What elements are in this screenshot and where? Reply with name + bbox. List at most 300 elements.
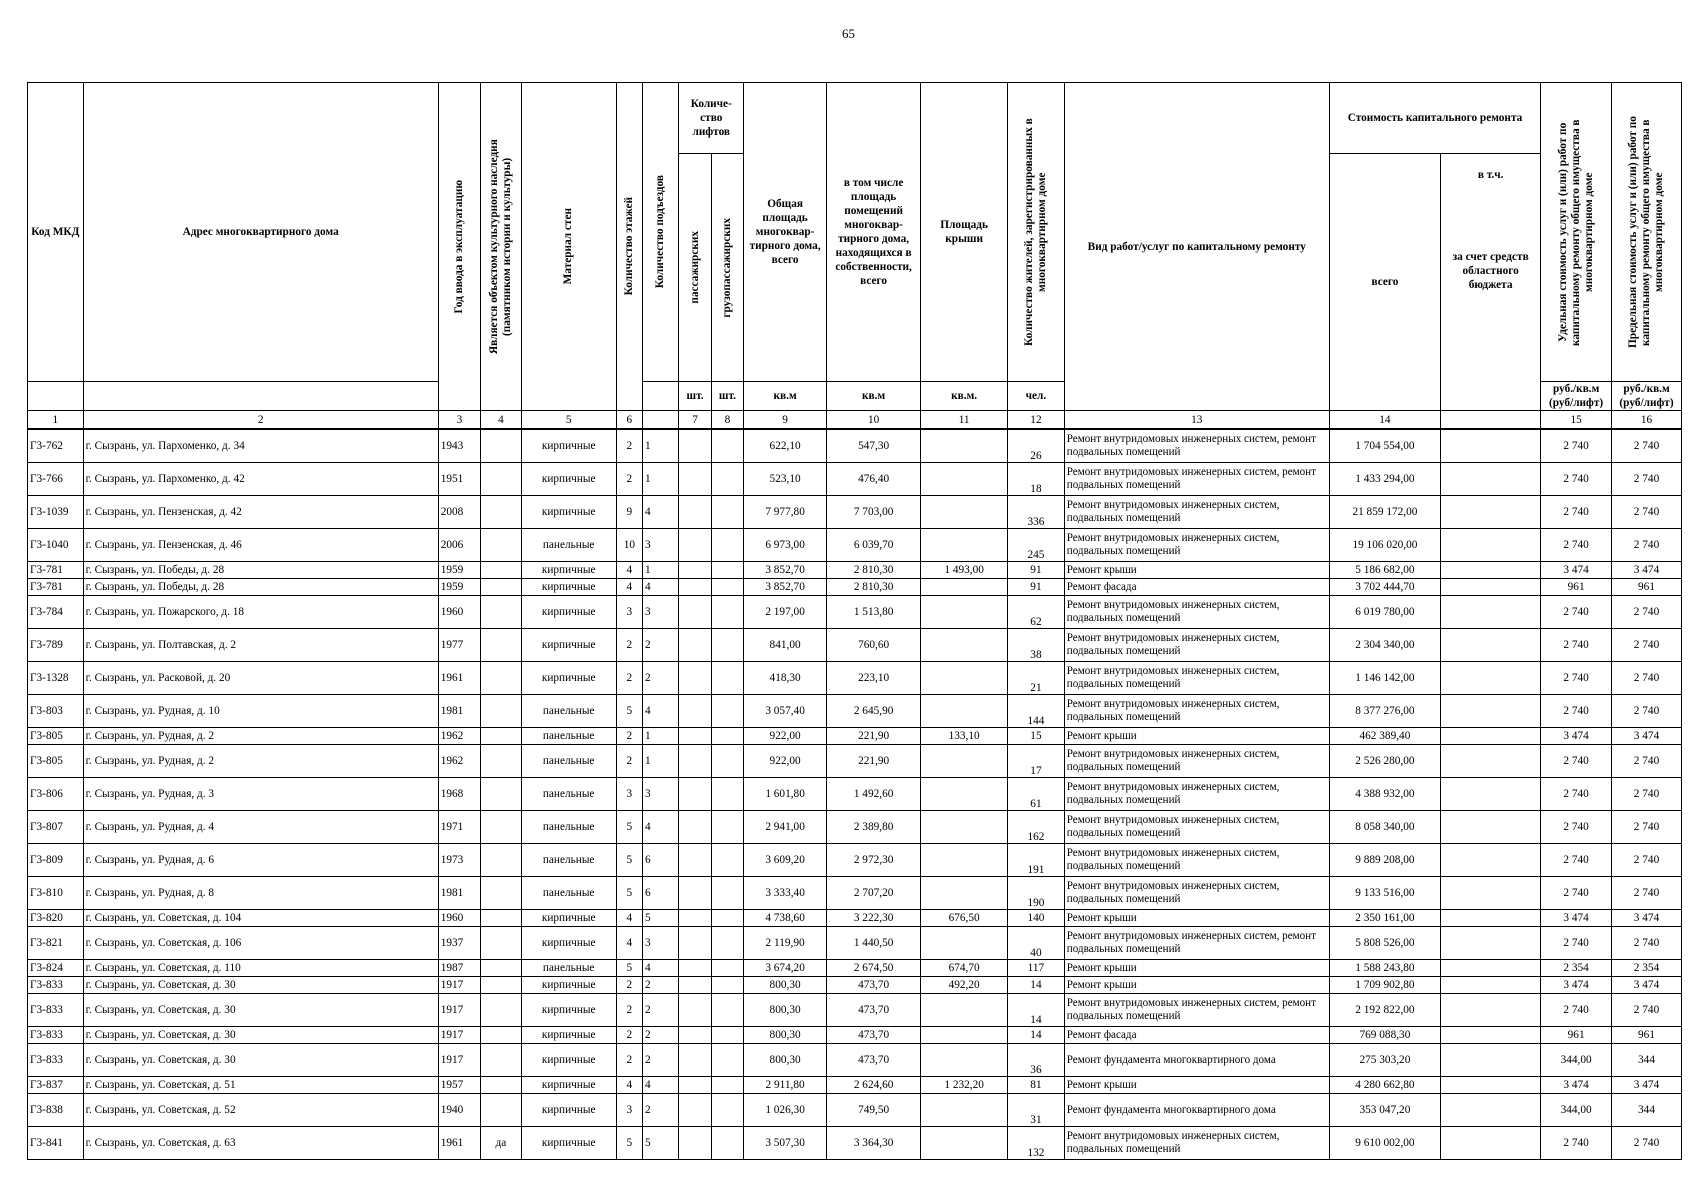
cell-total: 922,00 xyxy=(744,728,827,745)
cell-floors: 2 xyxy=(616,977,642,994)
cell-lp xyxy=(679,1044,711,1077)
cell-max: 3 474 xyxy=(1612,910,1682,927)
cell-total: 2 911,80 xyxy=(744,1077,827,1094)
cell-roof xyxy=(921,662,1008,695)
cell-cost: 6 019 780,00 xyxy=(1329,596,1440,629)
unit-total-area: кв.м xyxy=(744,382,827,411)
cell-floors: 4 xyxy=(616,579,642,596)
cell-total: 2 197,00 xyxy=(744,596,827,629)
cell-work: Ремонт внутридомовых инженерных систем, подвальных помещений xyxy=(1064,811,1329,844)
unit-max-cost: руб./кв.м (руб/лифт) xyxy=(1612,382,1682,411)
cell-work: Ремонт крыши xyxy=(1064,960,1329,977)
table-row xyxy=(28,844,1682,877)
cell-floors: 4 xyxy=(616,1077,642,1094)
cell-max: 2 740 xyxy=(1612,927,1682,960)
cell-unit: 2 740 xyxy=(1541,463,1612,496)
cell-owned: 1 492,60 xyxy=(827,778,921,811)
cell-regional xyxy=(1441,728,1541,745)
unit-unit-cost: руб./кв.м (руб/лифт) xyxy=(1541,382,1612,411)
cell-cost: 2 192 822,00 xyxy=(1329,994,1440,1027)
cell-roof xyxy=(921,1027,1008,1044)
cell-address: г. Сызрань, ул. Рудная, д. 10 xyxy=(83,695,438,728)
cell-year: 1943 xyxy=(438,429,480,463)
cell-cost: 4 280 662,80 xyxy=(1329,1077,1440,1094)
cell-material: панельные xyxy=(521,529,616,562)
cell-lc xyxy=(711,596,743,629)
cell-lc xyxy=(711,695,743,728)
cell-regional xyxy=(1441,1027,1541,1044)
cell-code: Г3-810 xyxy=(28,877,84,910)
cell-residents: 245 xyxy=(1008,529,1065,562)
cell-year: 1959 xyxy=(438,579,480,596)
cell-floors: 2 xyxy=(616,745,642,778)
cell-total: 6 973,00 xyxy=(744,529,827,562)
cell-regional xyxy=(1441,695,1541,728)
cell-max: 2 740 xyxy=(1612,877,1682,910)
cell-heritage xyxy=(481,562,521,579)
cell-lc xyxy=(711,811,743,844)
table-row xyxy=(28,728,1682,745)
cell-unit: 3 474 xyxy=(1541,910,1612,927)
cell-work: Ремонт крыши xyxy=(1064,728,1329,745)
cell-roof xyxy=(921,463,1008,496)
header-total-area: Общая площадь многоквар-тирного дома, всего xyxy=(744,83,827,382)
cell-material: кирпичные xyxy=(521,977,616,994)
cell-owned: 221,90 xyxy=(827,745,921,778)
cell-material: кирпичные xyxy=(521,463,616,496)
cell-cost: 9 610 002,00 xyxy=(1329,1127,1440,1160)
cell-regional xyxy=(1441,596,1541,629)
cell-unit: 344,00 xyxy=(1541,1094,1612,1127)
cell-lp xyxy=(679,1127,711,1160)
cell-code: Г3-784 xyxy=(28,596,84,629)
cell-code: Г3-820 xyxy=(28,910,84,927)
cell-regional xyxy=(1441,1127,1541,1160)
cell-address: г. Сызрань, ул. Победы, д. 28 xyxy=(83,562,438,579)
colnum-10: 10 xyxy=(827,411,921,430)
cell-unit: 2 740 xyxy=(1541,811,1612,844)
cell-material: кирпичные xyxy=(521,927,616,960)
cell-code: Г3-762 xyxy=(28,429,84,463)
cell-year: 1957 xyxy=(438,1077,480,1094)
cell-lc xyxy=(711,728,743,745)
cell-cost: 2 526 280,00 xyxy=(1329,745,1440,778)
cell-lc xyxy=(711,1127,743,1160)
empty-header-address xyxy=(83,382,438,411)
cell-roof xyxy=(921,877,1008,910)
cell-total: 3 609,20 xyxy=(744,844,827,877)
cell-owned: 2 624,60 xyxy=(827,1077,921,1094)
cell-max: 3 474 xyxy=(1612,562,1682,579)
cell-floors: 2 xyxy=(616,728,642,745)
cell-entrances: 1 xyxy=(643,463,679,496)
cell-unit: 2 740 xyxy=(1541,629,1612,662)
cell-total: 3 852,70 xyxy=(744,579,827,596)
cell-lp xyxy=(679,662,711,695)
table-row xyxy=(28,463,1682,496)
cell-address: г. Сызрань, ул. Советская, д. 110 xyxy=(83,960,438,977)
cell-heritage xyxy=(481,927,521,960)
table-row xyxy=(28,662,1682,695)
cell-residents: 61 xyxy=(1008,778,1065,811)
table-row xyxy=(28,927,1682,960)
cell-total: 800,30 xyxy=(744,1027,827,1044)
cell-year: 1937 xyxy=(438,927,480,960)
cell-roof xyxy=(921,844,1008,877)
cell-total: 3 057,40 xyxy=(744,695,827,728)
cell-roof xyxy=(921,1044,1008,1077)
cell-year: 1987 xyxy=(438,960,480,977)
cell-code: Г3-833 xyxy=(28,977,84,994)
table-row xyxy=(28,562,1682,579)
cell-roof xyxy=(921,1094,1008,1127)
cell-material: кирпичные xyxy=(521,596,616,629)
cell-unit: 2 740 xyxy=(1541,877,1612,910)
cell-lc xyxy=(711,910,743,927)
cell-regional xyxy=(1441,429,1541,463)
cell-lp xyxy=(679,728,711,745)
cell-lc xyxy=(711,1027,743,1044)
cell-residents: 190 xyxy=(1008,877,1065,910)
cell-lp xyxy=(679,927,711,960)
cell-floors: 3 xyxy=(616,1094,642,1127)
cell-material: панельные xyxy=(521,745,616,778)
cell-unit: 961 xyxy=(1541,579,1612,596)
cell-code: Г3-1040 xyxy=(28,529,84,562)
cell-material: панельные xyxy=(521,844,616,877)
table-row xyxy=(28,596,1682,629)
cell-roof xyxy=(921,496,1008,529)
cell-heritage xyxy=(481,977,521,994)
cell-material: панельные xyxy=(521,877,616,910)
cell-unit: 3 474 xyxy=(1541,562,1612,579)
cell-material: панельные xyxy=(521,811,616,844)
cell-entrances: 2 xyxy=(643,662,679,695)
table-row xyxy=(28,1044,1682,1077)
cell-year: 1981 xyxy=(438,695,480,728)
cell-residents: 36 xyxy=(1008,1044,1065,1077)
cell-cost: 8 058 340,00 xyxy=(1329,811,1440,844)
cell-code: Г3-841 xyxy=(28,1127,84,1160)
cell-heritage xyxy=(481,662,521,695)
cell-residents: 336 xyxy=(1008,496,1065,529)
cell-max: 344 xyxy=(1612,1044,1682,1077)
cell-lp xyxy=(679,695,711,728)
cell-owned: 2 707,20 xyxy=(827,877,921,910)
cell-code: Г3-766 xyxy=(28,463,84,496)
cell-entrances: 4 xyxy=(643,811,679,844)
colnum-6: 6 xyxy=(616,411,642,430)
cell-entrances: 4 xyxy=(643,695,679,728)
cell-lp xyxy=(679,778,711,811)
cell-address: г. Сызрань, ул. Пензенская, д. 42 xyxy=(83,496,438,529)
cell-max: 3 474 xyxy=(1612,1077,1682,1094)
cell-unit: 3 474 xyxy=(1541,728,1612,745)
cell-lp xyxy=(679,463,711,496)
colnum-8: 8 xyxy=(711,411,743,430)
table-body xyxy=(28,429,1682,1160)
cell-code: Г3-806 xyxy=(28,778,84,811)
cell-cost: 1 433 294,00 xyxy=(1329,463,1440,496)
cell-roof: 1 493,00 xyxy=(921,562,1008,579)
cell-max: 3 474 xyxy=(1612,728,1682,745)
header-owned-area: в том числе площадь помещений многоквар-тирного дома, находящихся в собственности, всего xyxy=(827,83,921,382)
header-cost-incl: в т.ч. за счет средств областного бюджета xyxy=(1441,154,1541,411)
cell-address: г. Сызрань, ул. Рудная, д. 6 xyxy=(83,844,438,877)
cell-floors: 2 xyxy=(616,662,642,695)
cell-roof xyxy=(921,778,1008,811)
cell-code: Г3-789 xyxy=(28,629,84,662)
cell-cost: 769 088,30 xyxy=(1329,1027,1440,1044)
cell-total: 622,10 xyxy=(744,429,827,463)
cell-cost: 1 588 243,80 xyxy=(1329,960,1440,977)
cell-floors: 2 xyxy=(616,994,642,1027)
cell-address: г. Сызрань, ул. Полтавская, д. 2 xyxy=(83,629,438,662)
cell-owned: 6 039,70 xyxy=(827,529,921,562)
header-lifts: Количе-ство лифтов xyxy=(679,83,744,154)
colnum-2: 2 xyxy=(83,411,438,430)
cell-unit: 2 740 xyxy=(1541,1127,1612,1160)
cell-total: 2 941,00 xyxy=(744,811,827,844)
cell-material: кирпичные xyxy=(521,1077,616,1094)
cell-total: 800,30 xyxy=(744,994,827,1027)
cell-owned: 2 674,50 xyxy=(827,960,921,977)
cell-max: 2 740 xyxy=(1612,994,1682,1027)
cell-owned: 221,90 xyxy=(827,728,921,745)
cell-work: Ремонт внутридомовых инженерных систем, подвальных помещений xyxy=(1064,1127,1329,1160)
cell-entrances: 2 xyxy=(643,1027,679,1044)
cell-cost: 21 859 172,00 xyxy=(1329,496,1440,529)
cell-residents: 21 xyxy=(1008,662,1065,695)
cell-address: г. Сызрань, ул. Советская, д. 63 xyxy=(83,1127,438,1160)
cell-heritage xyxy=(481,463,521,496)
cell-total: 1 026,30 xyxy=(744,1094,827,1127)
cell-address: г. Сызрань, ул. Советская, д. 52 xyxy=(83,1094,438,1127)
cell-cost: 4 388 932,00 xyxy=(1329,778,1440,811)
cell-cost: 19 106 020,00 xyxy=(1329,529,1440,562)
header-roof-area: Площадь крыши xyxy=(921,83,1008,382)
cell-address: г. Сызрань, ул. Победы, д. 28 xyxy=(83,579,438,596)
cell-address: г. Сызрань, ул. Рудная, д. 8 xyxy=(83,877,438,910)
cell-cost: 2 350 161,00 xyxy=(1329,910,1440,927)
cell-address: г. Сызрань, ул. Советская, д. 30 xyxy=(83,977,438,994)
cell-total: 1 601,80 xyxy=(744,778,827,811)
cell-code: Г3-833 xyxy=(28,1044,84,1077)
cell-regional xyxy=(1441,562,1541,579)
cell-residents: 132 xyxy=(1008,1127,1065,1160)
cell-material: кирпичные xyxy=(521,1027,616,1044)
cell-material: кирпичные xyxy=(521,562,616,579)
cell-year: 1962 xyxy=(438,728,480,745)
cell-unit: 2 740 xyxy=(1541,496,1612,529)
cell-work: Ремонт фасада xyxy=(1064,1027,1329,1044)
cell-residents: 17 xyxy=(1008,745,1065,778)
cell-year: 1960 xyxy=(438,596,480,629)
cell-owned: 749,50 xyxy=(827,1094,921,1127)
cell-lp xyxy=(679,960,711,977)
colnum-14: 14 xyxy=(1329,411,1440,430)
cell-total: 4 738,60 xyxy=(744,910,827,927)
cell-floors: 9 xyxy=(616,496,642,529)
cell-lp xyxy=(679,811,711,844)
cell-lp xyxy=(679,596,711,629)
cell-unit: 2 740 xyxy=(1541,429,1612,463)
cell-residents: 91 xyxy=(1008,562,1065,579)
cell-address: г. Сызрань, ул. Рудная, д. 3 xyxy=(83,778,438,811)
cell-residents: 91 xyxy=(1008,579,1065,596)
cell-work: Ремонт внутридомовых инженерных систем, ремонт подвальных помещений xyxy=(1064,927,1329,960)
cell-floors: 2 xyxy=(616,629,642,662)
header-year: Год ввода в эксплуатацию xyxy=(438,83,480,411)
cell-owned: 2 810,30 xyxy=(827,579,921,596)
cell-entrances: 3 xyxy=(643,927,679,960)
cell-residents: 191 xyxy=(1008,844,1065,877)
cell-owned: 760,60 xyxy=(827,629,921,662)
cell-heritage xyxy=(481,1094,521,1127)
cell-year: 1917 xyxy=(438,994,480,1027)
cell-lc xyxy=(711,927,743,960)
cell-heritage xyxy=(481,429,521,463)
page-number: 65 xyxy=(842,26,855,41)
cell-lc xyxy=(711,745,743,778)
colnum-12: 12 xyxy=(1008,411,1065,430)
table-header xyxy=(28,83,1682,430)
cell-entrances: 2 xyxy=(643,1044,679,1077)
colnum-7: 7 xyxy=(679,411,711,430)
cell-entrances: 1 xyxy=(643,429,679,463)
cell-work: Ремонт внутридомовых инженерных систем, подвальных помещений xyxy=(1064,529,1329,562)
cell-material: кирпичные xyxy=(521,1094,616,1127)
cell-year: 1917 xyxy=(438,1044,480,1077)
cell-lp xyxy=(679,745,711,778)
cell-material: кирпичные xyxy=(521,994,616,1027)
cell-lc xyxy=(711,662,743,695)
cell-material: кирпичные xyxy=(521,579,616,596)
cell-owned: 473,70 xyxy=(827,1027,921,1044)
cell-roof xyxy=(921,811,1008,844)
cell-code: Г3-833 xyxy=(28,994,84,1027)
cell-max: 961 xyxy=(1612,579,1682,596)
cell-cost: 462 389,40 xyxy=(1329,728,1440,745)
cell-max: 2 740 xyxy=(1612,1127,1682,1160)
cell-work: Ремонт внутридомовых инженерных систем, подвальных помещений xyxy=(1064,745,1329,778)
cell-heritage xyxy=(481,1077,521,1094)
colnum-blank-b xyxy=(1441,411,1541,430)
cell-lp xyxy=(679,994,711,1027)
cell-entrances: 1 xyxy=(643,562,679,579)
cell-roof xyxy=(921,429,1008,463)
cell-lp xyxy=(679,562,711,579)
cell-max: 2 740 xyxy=(1612,662,1682,695)
table-row xyxy=(28,994,1682,1027)
cell-total: 3 507,30 xyxy=(744,1127,827,1160)
cell-cost: 5 808 526,00 xyxy=(1329,927,1440,960)
cell-heritage xyxy=(481,529,521,562)
cell-roof xyxy=(921,1127,1008,1160)
empty-header-entrances xyxy=(643,382,679,411)
cell-regional xyxy=(1441,877,1541,910)
table-row xyxy=(28,877,1682,910)
cell-max: 2 740 xyxy=(1612,429,1682,463)
cell-residents: 14 xyxy=(1008,994,1065,1027)
cell-lp xyxy=(679,844,711,877)
cell-owned: 1 440,50 xyxy=(827,927,921,960)
cell-max: 2 354 xyxy=(1612,960,1682,977)
cell-cost: 5 186 682,00 xyxy=(1329,562,1440,579)
cell-lc xyxy=(711,579,743,596)
cell-code: Г3-803 xyxy=(28,695,84,728)
cell-address: г. Сызрань, ул. Пархоменко, д. 42 xyxy=(83,463,438,496)
cell-roof xyxy=(921,529,1008,562)
cell-address: г. Сызрань, ул. Пензенская, д. 46 xyxy=(83,529,438,562)
cell-max: 2 740 xyxy=(1612,844,1682,877)
cell-total: 3 333,40 xyxy=(744,877,827,910)
header-work-type: Вид работ/услуг по капитальному ремонту xyxy=(1064,83,1329,411)
header-residents: Количество жителей, зарегистрированных в многоквартирном доме xyxy=(1008,83,1065,382)
cell-unit: 2 740 xyxy=(1541,745,1612,778)
cell-regional xyxy=(1441,927,1541,960)
header-max-cost: Предельная стоимость услуг и (или) работ по капитальному ремонту общего имущества в многоквартирном доме xyxy=(1612,83,1682,382)
colnum-1: 1 xyxy=(28,411,84,430)
cell-entrances: 4 xyxy=(643,496,679,529)
header-cost: Стоимость капитального ремонта xyxy=(1329,83,1540,154)
cell-unit: 3 474 xyxy=(1541,1077,1612,1094)
cell-regional xyxy=(1441,1044,1541,1077)
cell-owned: 2 972,30 xyxy=(827,844,921,877)
cell-roof xyxy=(921,994,1008,1027)
header-cost-total: всего xyxy=(1329,154,1440,411)
cell-regional xyxy=(1441,1077,1541,1094)
colnum-15: 15 xyxy=(1541,411,1612,430)
cell-owned: 547,30 xyxy=(827,429,921,463)
cell-residents: 162 xyxy=(1008,811,1065,844)
cell-year: 1971 xyxy=(438,811,480,844)
cell-work: Ремонт крыши xyxy=(1064,977,1329,994)
cell-address: г. Сызрань, ул. Пожарского, д. 18 xyxy=(83,596,438,629)
cell-max: 2 740 xyxy=(1612,463,1682,496)
colnum-4: 4 xyxy=(481,411,521,430)
cell-owned: 3 222,30 xyxy=(827,910,921,927)
cell-regional xyxy=(1441,662,1541,695)
cell-owned: 473,70 xyxy=(827,977,921,994)
cell-floors: 2 xyxy=(616,463,642,496)
cell-unit: 2 740 xyxy=(1541,662,1612,695)
capital-repair-table xyxy=(27,82,1682,1160)
cell-max: 3 474 xyxy=(1612,977,1682,994)
cell-roof xyxy=(921,579,1008,596)
empty-header-code xyxy=(28,382,84,411)
cell-max: 2 740 xyxy=(1612,629,1682,662)
cell-lc xyxy=(711,529,743,562)
cell-code: Г3-838 xyxy=(28,1094,84,1127)
cell-entrances: 3 xyxy=(643,596,679,629)
cell-regional xyxy=(1441,629,1541,662)
cell-lp xyxy=(679,1077,711,1094)
cell-roof: 676,50 xyxy=(921,910,1008,927)
cell-floors: 5 xyxy=(616,1127,642,1160)
colnum-11: 11 xyxy=(921,411,1008,430)
cell-material: кирпичные xyxy=(521,629,616,662)
cell-year: 1951 xyxy=(438,463,480,496)
cell-floors: 4 xyxy=(616,910,642,927)
cell-residents: 14 xyxy=(1008,977,1065,994)
cell-year: 1961 xyxy=(438,662,480,695)
cell-address: г. Сызрань, ул. Рудная, д. 4 xyxy=(83,811,438,844)
cell-entrances: 4 xyxy=(643,579,679,596)
table-row xyxy=(28,1077,1682,1094)
cell-total: 841,00 xyxy=(744,629,827,662)
unit-lifts-cargo: шт. xyxy=(711,382,743,411)
